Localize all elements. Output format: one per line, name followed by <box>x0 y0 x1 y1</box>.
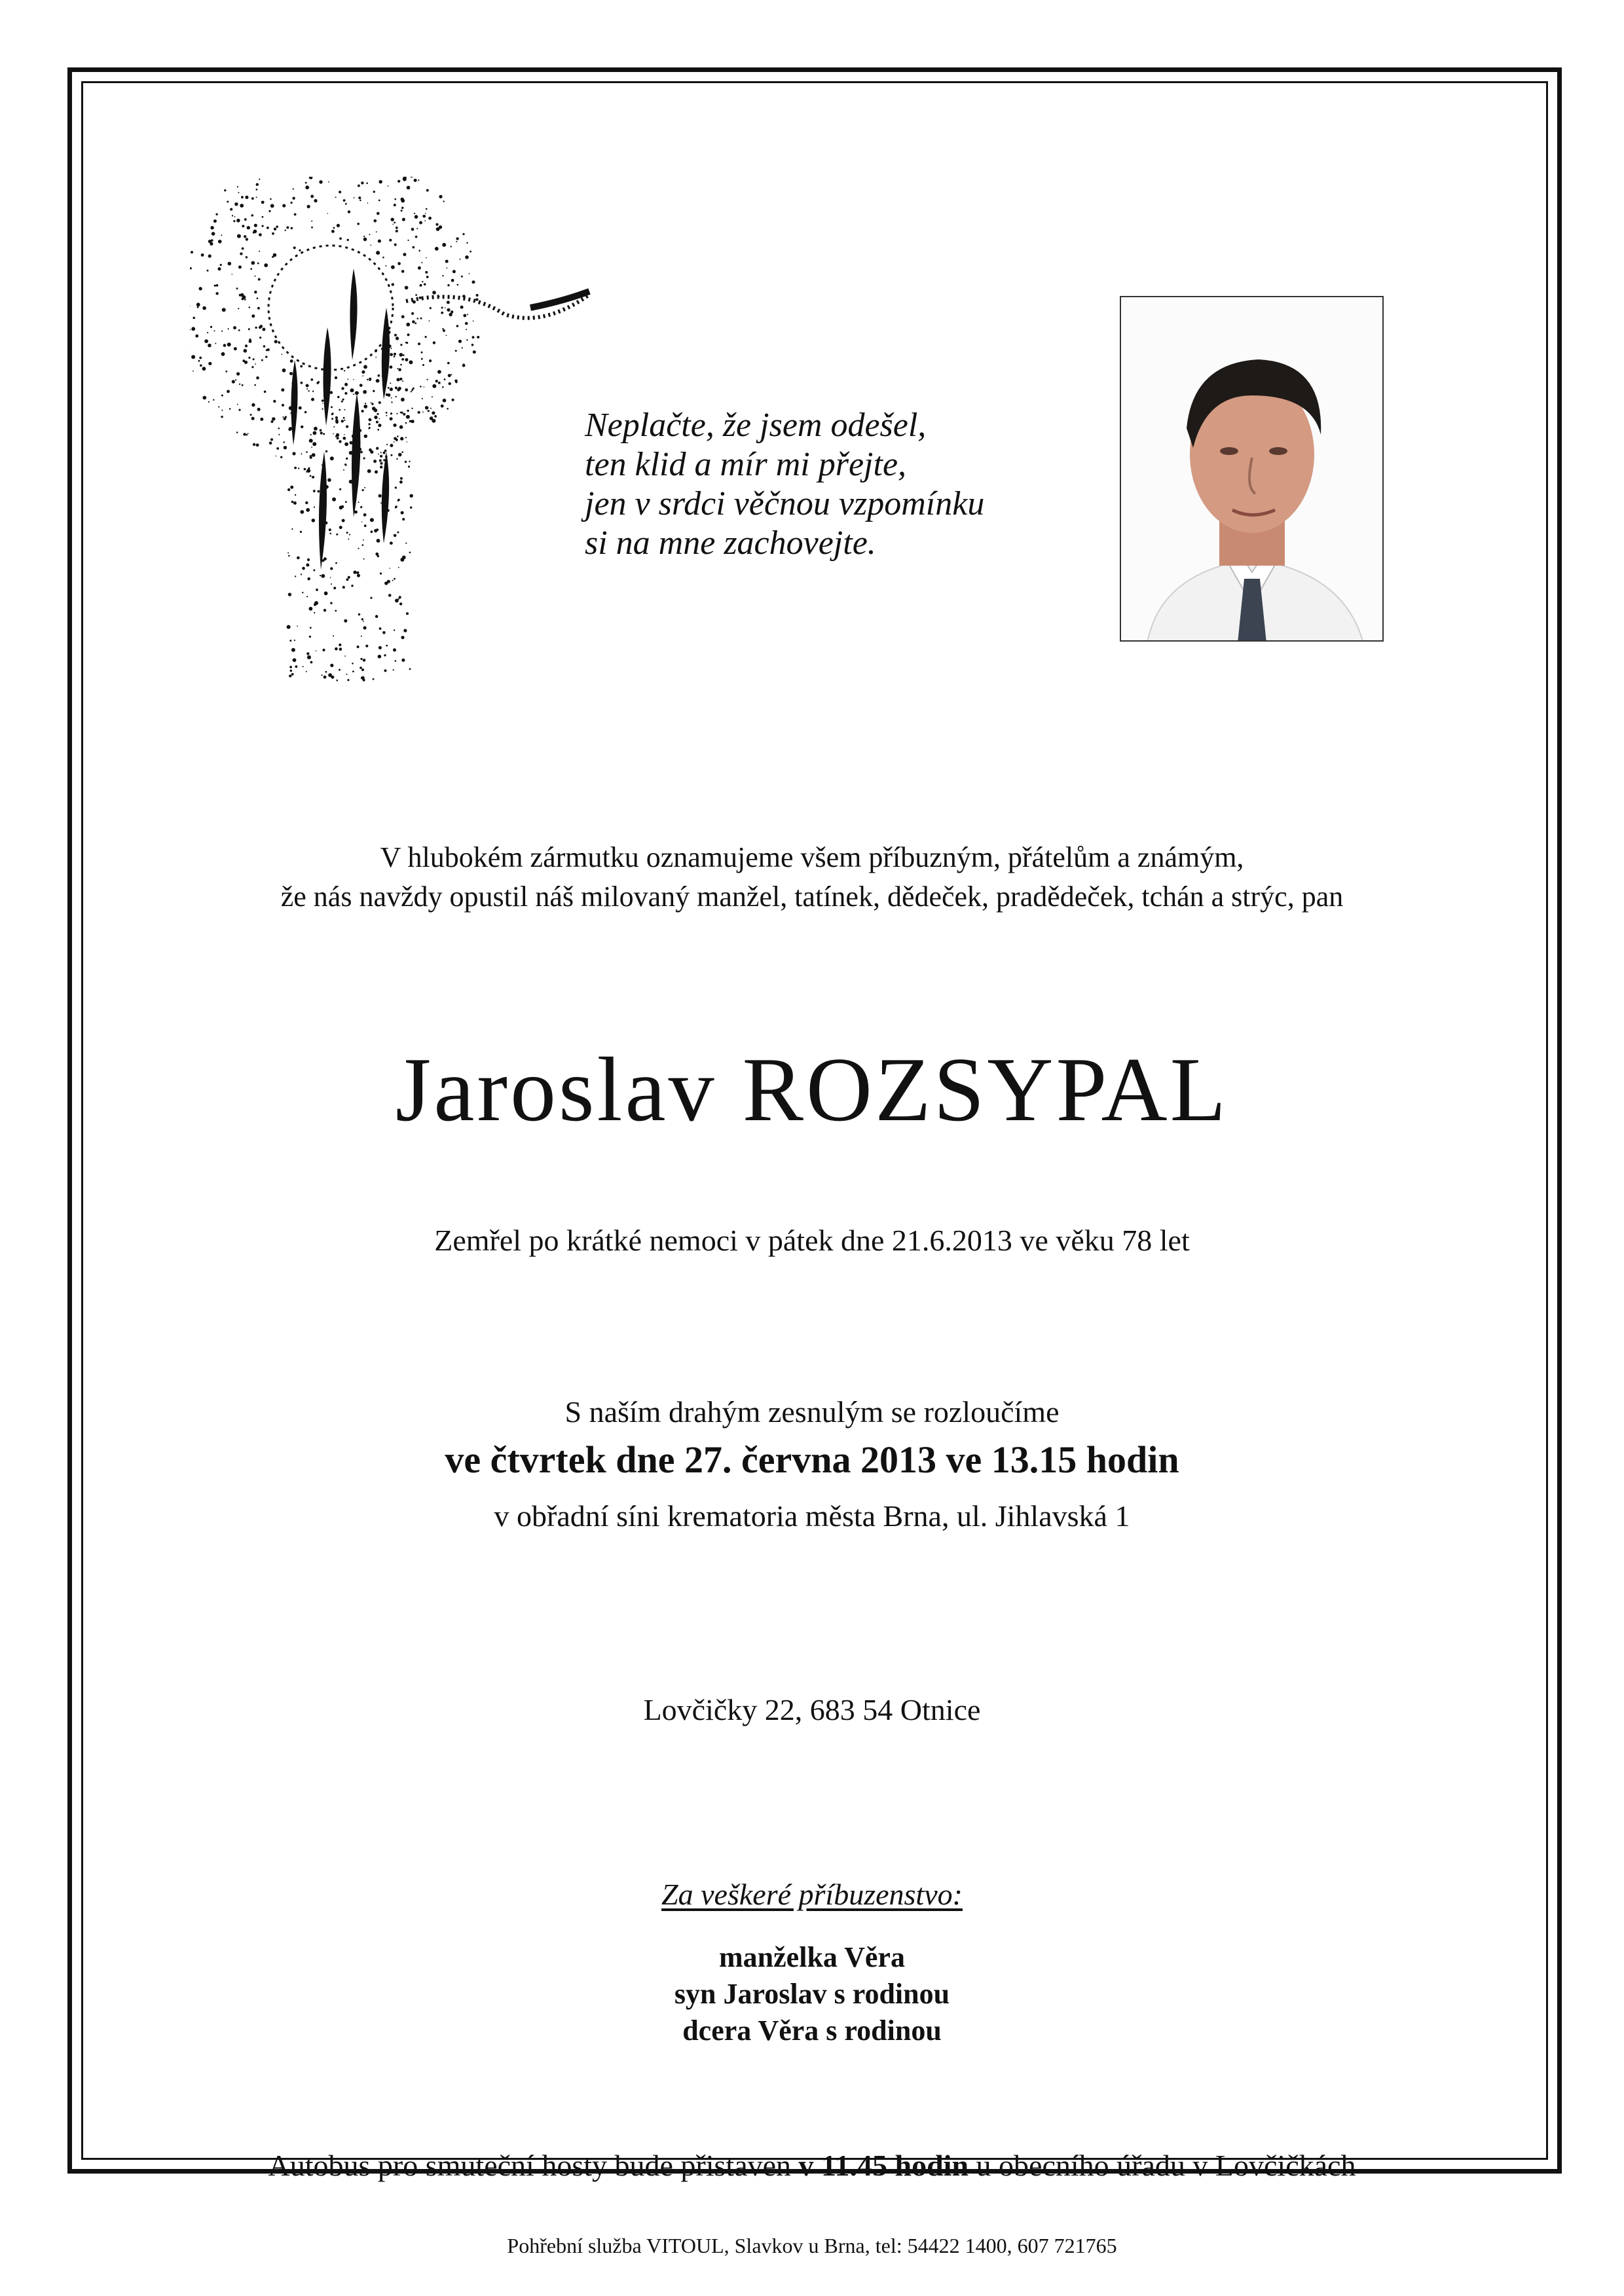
family-member: manželka Věra <box>719 1941 905 1973</box>
intro-line-2: že nás navždy opustil náš milovaný manžel, tatínek, dědeček, pradědeček, tchán a strýc, pan <box>280 881 1344 913</box>
farewell-line: S naším drahým zesnulým se rozloučíme <box>564 1395 1060 1429</box>
death-notice: Zemřel po krátké nemoci v pátek dne 21.6.2013 ve věku 78 let <box>434 1224 1190 1257</box>
deceased-name: Jaroslav ROZSYPAL <box>395 1039 1229 1140</box>
family-members <box>0 1939 1624 2049</box>
bus-note-suffix: u obecního úřadu v Lovčičkách <box>969 2149 1356 2182</box>
poem-line: si na mne zachovejte. <box>585 524 876 562</box>
bus-note-time: v 11.45 hodin <box>798 2149 969 2182</box>
family-member: dcera Věra s rodinou <box>682 2014 942 2047</box>
portrait-photo <box>1120 296 1384 642</box>
family-address: Lovčičky 22, 683 54 Otnice <box>643 1693 981 1726</box>
announcement-intro <box>0 838 1624 917</box>
family-member: syn Jaroslav s rodinou <box>674 1978 950 2010</box>
ceremony-date-time: ve čtvrtek dne 27. června 2013 ve 13.15 hodin <box>445 1438 1179 1481</box>
poem-line: jen v srdci věčnou vzpomínku <box>585 485 985 522</box>
portrait-illustration <box>1121 297 1384 642</box>
ceremony-venue: v obřadní síni krematoria města Brna, ul. Jihlavská 1 <box>494 1499 1130 1533</box>
poem <box>585 406 1109 563</box>
bus-note <box>0 2146 1624 2185</box>
family-heading: Za veškeré příbuzenstvo: <box>661 1878 963 1911</box>
poem-line: Neplačte, že jsem odešel, <box>585 407 927 444</box>
intro-line-1: V hlubokém zármutku oznamujeme všem příbuzným, přátelům a známým, <box>380 841 1244 873</box>
poem-line: ten klid a mír mi přejte, <box>585 446 907 483</box>
bus-note-prefix: Autobus pro smuteční hosty bude přistaven <box>268 2149 799 2182</box>
funeral-service-footer: Pohřební služba VITOUL, Slavkov u Brna, tel: 54422 1400, 607 721765 <box>507 2234 1117 2257</box>
